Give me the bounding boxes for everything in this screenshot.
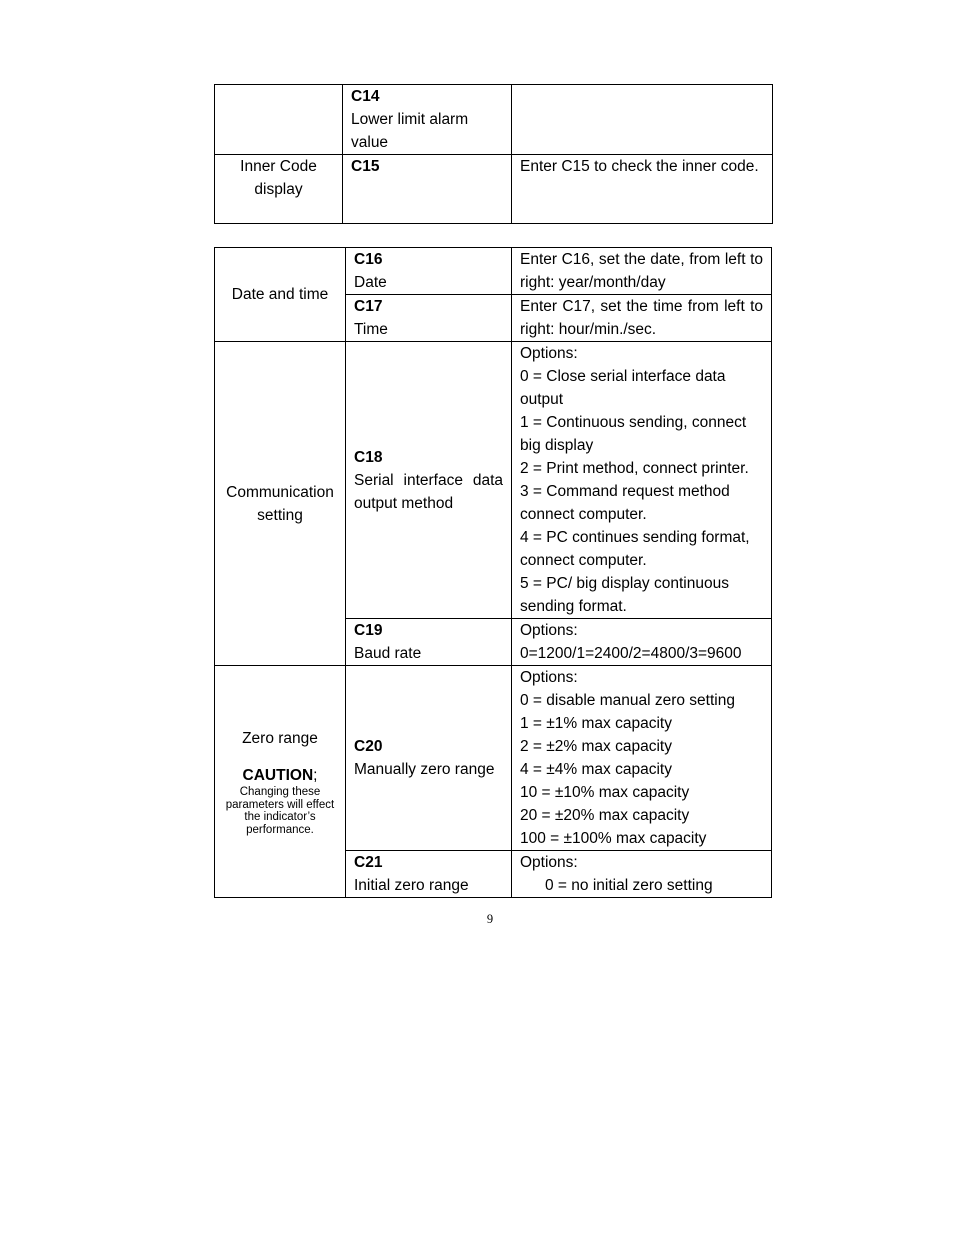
param-cell — [346, 342, 512, 619]
caution-note: Changing these parameters will effect the indicator’s performance. — [225, 786, 335, 836]
table-row — [215, 666, 772, 851]
param-code: C17 — [354, 298, 383, 315]
table-row — [215, 85, 773, 155]
param-cell — [343, 155, 512, 224]
param-cell — [346, 666, 512, 851]
param-code: C14 — [351, 88, 380, 105]
param-name: Initial zero range — [354, 877, 469, 894]
param-name: Serial interface data output method — [354, 471, 503, 512]
table-row — [215, 342, 772, 619]
param-cell — [343, 85, 512, 155]
description-cell: Enter C15 to check the inner code. — [512, 155, 773, 224]
group-cell-zero-range — [215, 666, 346, 898]
param-cell — [346, 295, 512, 342]
param-name: Manually zero range — [354, 761, 495, 778]
options-cell — [512, 619, 772, 666]
group-cell-communication: Communication setting — [215, 342, 346, 666]
group-label: Zero range — [242, 730, 318, 747]
param-name: Baud rate — [354, 645, 422, 662]
page-number: 9 — [486, 912, 494, 926]
option-line: 1 = ±1% max capacity — [520, 715, 672, 732]
option-line: 4 = PC continues sending format, connect computer. — [520, 529, 750, 569]
option-line: 3 = Command request method connect computer. — [520, 483, 730, 523]
options-cell — [512, 666, 772, 851]
option-line: 0 = disable manual zero setting — [520, 692, 735, 709]
param-cell — [346, 248, 512, 295]
description-cell: Enter C16, set the date, from left to right: year/month/day — [512, 248, 772, 295]
option-line: 10 = ±10% max capacity — [520, 784, 690, 801]
options-cell — [512, 342, 772, 619]
option-line: Options: — [520, 345, 578, 362]
option-line: 1 = Continuous sending, connect big display — [520, 414, 747, 454]
table-row — [215, 155, 773, 224]
option-line: Options: — [520, 854, 578, 871]
option-line: 2 = Print method, connect printer. — [520, 460, 749, 477]
param-name: Lower limit alarm value — [351, 111, 469, 151]
option-line: 4 = ±4% max capacity — [520, 761, 672, 778]
param-name: Date — [354, 274, 387, 291]
option-line: Options: — [520, 669, 578, 686]
description-cell — [512, 85, 773, 155]
option-line: 5 = PC/ big display continuous sending format. — [520, 575, 729, 615]
param-code: C16 — [354, 251, 383, 268]
settings-table-top — [214, 84, 773, 224]
param-code: C18 — [354, 448, 383, 466]
caution-block — [219, 766, 341, 836]
option-line: Options: — [520, 622, 578, 639]
caution-title: CAUTION — [242, 767, 314, 784]
options-cell — [512, 851, 772, 898]
option-line: 0=1200/1=2400/2=4800/3=9600 — [520, 645, 742, 662]
param-code: C19 — [354, 622, 383, 639]
param-name: Time — [354, 321, 388, 338]
param-code: C15 — [351, 158, 380, 175]
group-cell — [215, 85, 343, 155]
group-cell-date-time: Date and time — [215, 248, 346, 342]
param-cell — [346, 851, 512, 898]
settings-table-main — [214, 247, 772, 898]
table-row — [215, 248, 772, 295]
group-cell: Inner Code display — [215, 155, 343, 224]
param-code: C20 — [354, 738, 383, 755]
param-cell — [346, 619, 512, 666]
option-line: 100 = ±100% max capacity — [520, 830, 707, 847]
description-cell: Enter C17, set the time from left to right: hour/min./sec. — [512, 295, 772, 342]
caution-punct: ; — [313, 767, 318, 784]
option-line: 0 = Close serial interface data output — [520, 368, 726, 408]
option-line: 0 = no initial zero setting — [545, 877, 713, 894]
option-line: 2 = ±2% max capacity — [520, 738, 672, 755]
option-line: 20 = ±20% max capacity — [520, 807, 690, 824]
param-code: C21 — [354, 854, 383, 871]
